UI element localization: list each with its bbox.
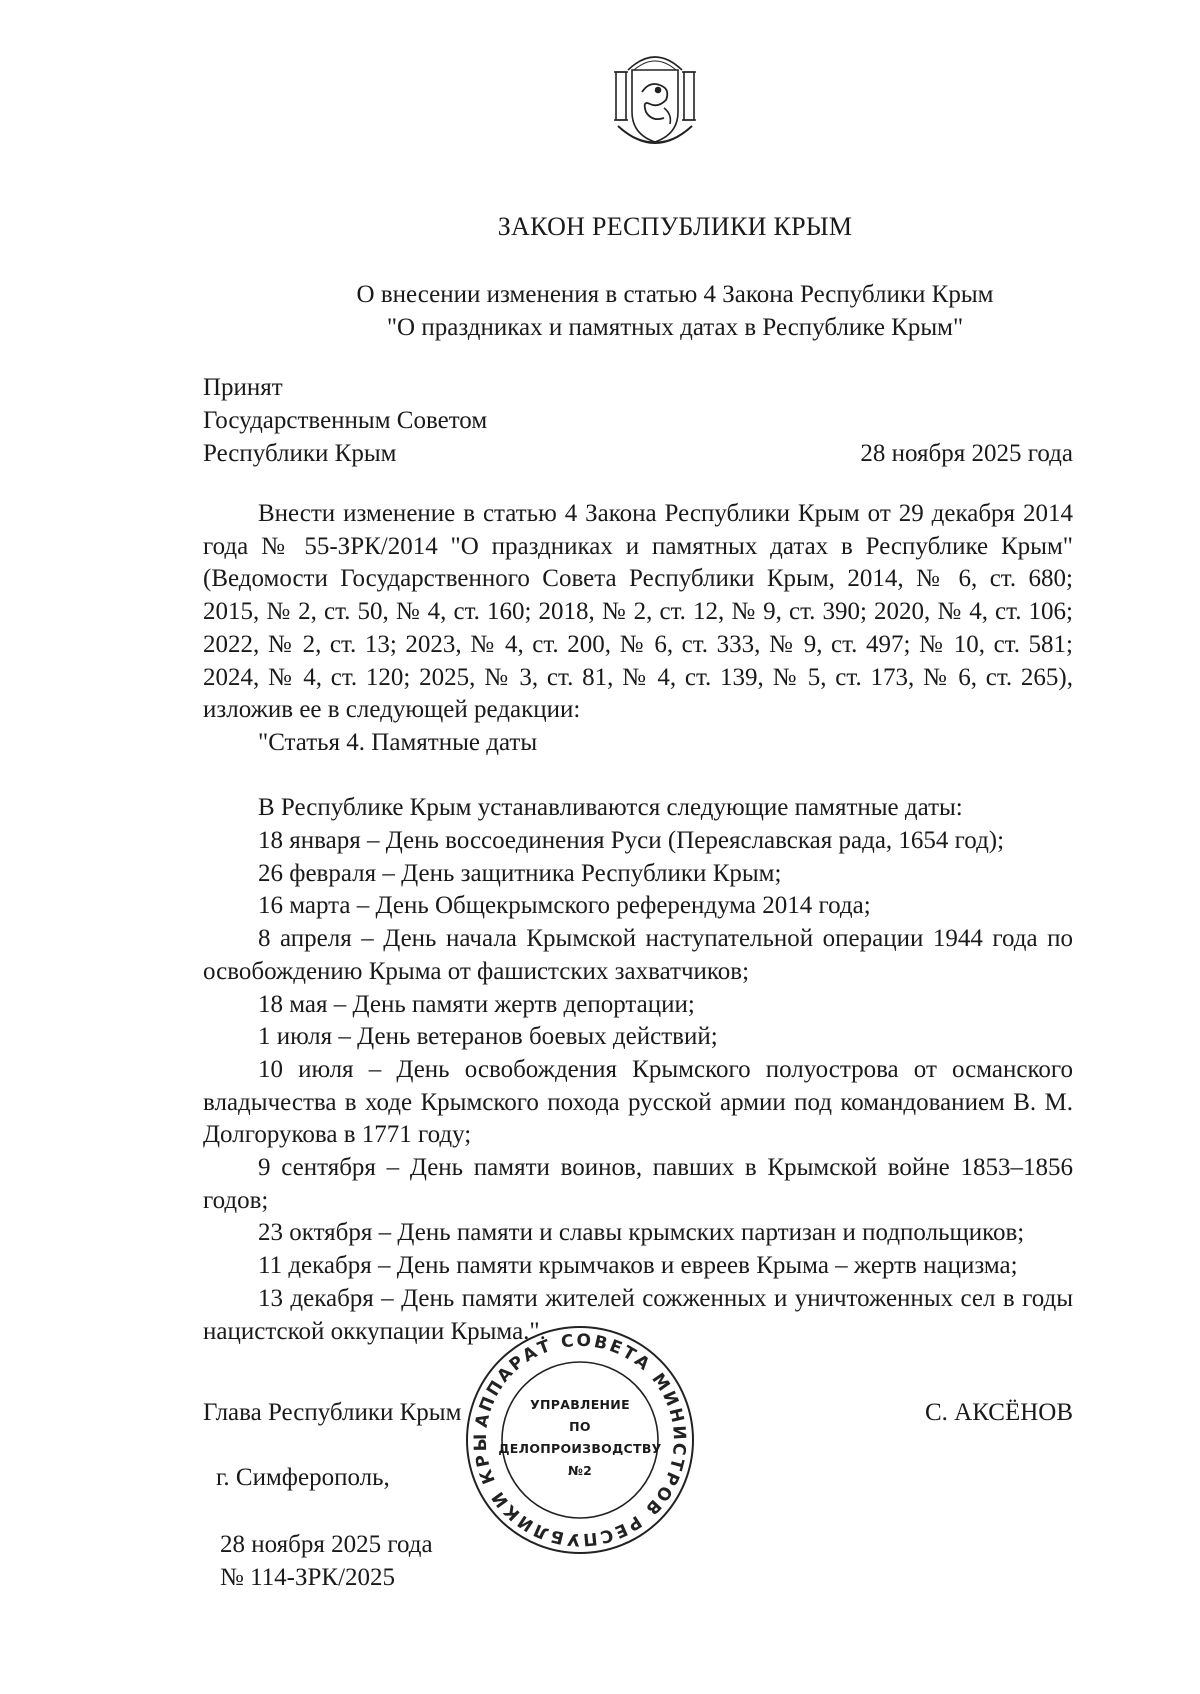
adopted-line: Принят xyxy=(203,374,283,401)
memorial-date-item: 1 июля – День ветеранов боевых действий; xyxy=(258,1023,718,1051)
memorial-date-item: 13 декабря – День памяти жителей сожженных и уничтоженных сел в годы нацистской оккупации Крыма.". xyxy=(203,1284,1073,1345)
memorial-date-item: 26 февраля – День защитника Республики Крым; xyxy=(258,859,782,887)
stamp-line: УПРАВЛЕНИЕ xyxy=(530,1397,630,1412)
signatory-name: С. АКСЁНОВ xyxy=(924,1399,1073,1426)
memorial-date-item: 9 сентября – День памяти воинов, павших в Крымской войне 1853–1856 годов; xyxy=(203,1154,1073,1214)
law-date-number xyxy=(220,1528,433,1594)
intro-paragraph: Внести изменение в статью 4 Закона Республики Крым от 29 декабря 2014 года № 55-ЗРК/2014 "О праздниках и памятных датах в Республике Крым" (Ведомости Государственного Совета Республики Крым, 2014, № 6, ст. 680; 2015, № 2, ст. 50, № 4, ст. 160; 2018, № 2, ст. 12, № 9, ст. 390; 2020, № 4, ст. 106; 2022, № 2, ст. 13; 2023, № 4, ст. 200, № 6, ст. 333, № 9, ст. 497; № 10, ст. 581; 2024, № 4, ст. 120; 2025, № 3, ст. 81, № 4, ст. 139, № 5, ст. 173, № 6, ст. 265), изложив ее в следующей редакции: xyxy=(203,500,1073,724)
stamp-line: ПО xyxy=(569,1419,591,1434)
adopted-date: 28 ноября 2025 года xyxy=(860,440,1073,467)
law-number: № 114-ЗРК/2025 xyxy=(220,1564,396,1591)
list-intro: В Республике Крым устанавливаются следующие памятные даты: xyxy=(258,794,963,822)
subtitle-line: "О праздниках и памятных датах в Республике Крым" xyxy=(386,314,964,341)
law-title: ЗАКОН РЕСПУБЛИКИ КРЫМ xyxy=(497,212,853,241)
memorial-date-item: 18 января – День воссоединения Руси (Переяславская рада, 1654 год); xyxy=(258,827,1005,855)
subtitle-line: О внесении изменения в статью 4 Закона Республики Крым xyxy=(356,281,994,308)
stamp-ring-text: АППАРАТ СОВЕТА МИНИСТРОВ РЕСПУБЛИКИ КРЫ xyxy=(470,1330,690,1550)
stamp-line: ДЕЛОПРОИЗВОДСТВУ xyxy=(498,1441,662,1456)
signatory-position: Глава Республики Крым xyxy=(203,1399,462,1426)
adopted-block xyxy=(203,371,487,470)
memorial-date-item: 11 декабря – День памяти крымчаков и евреев Крыма – жертв нацизма; xyxy=(258,1252,1018,1280)
law-subtitle xyxy=(0,278,1200,344)
stamp-line: №2 xyxy=(567,1463,593,1478)
memorial-date-item: 18 мая – День памяти жертв депортации; xyxy=(258,990,695,1018)
memorial-date-item: 16 марта – День Общекрымского референдума 2014 года; xyxy=(258,892,871,920)
law-body xyxy=(203,498,1073,1348)
law-date: 28 ноября 2025 года xyxy=(220,1531,433,1558)
memorial-date-item: 10 июля – День освобождения Крымского полуострова от османского владычества в ходе Крымского похода русской армии под командованием В. М. Долгорукова в 1771 году; xyxy=(203,1055,1073,1149)
memorial-date-item: 8 апреля – День начала Крымской наступательной операции 1944 года по освобождению Крыма от фашистских захватчиков; xyxy=(203,925,1073,985)
article-heading: "Статья 4. Памятные даты xyxy=(258,728,538,756)
memorial-date-item: 23 октября – День памяти и славы крымских партизан и подпольщиков; xyxy=(258,1219,1025,1247)
office-stamp xyxy=(460,1320,700,1560)
adopted-line: Республики Крым xyxy=(203,440,397,467)
coat-of-arms-icon xyxy=(606,42,704,152)
city: г. Симферополь, xyxy=(216,1464,390,1491)
adopted-line: Государственным Советом xyxy=(203,407,488,434)
